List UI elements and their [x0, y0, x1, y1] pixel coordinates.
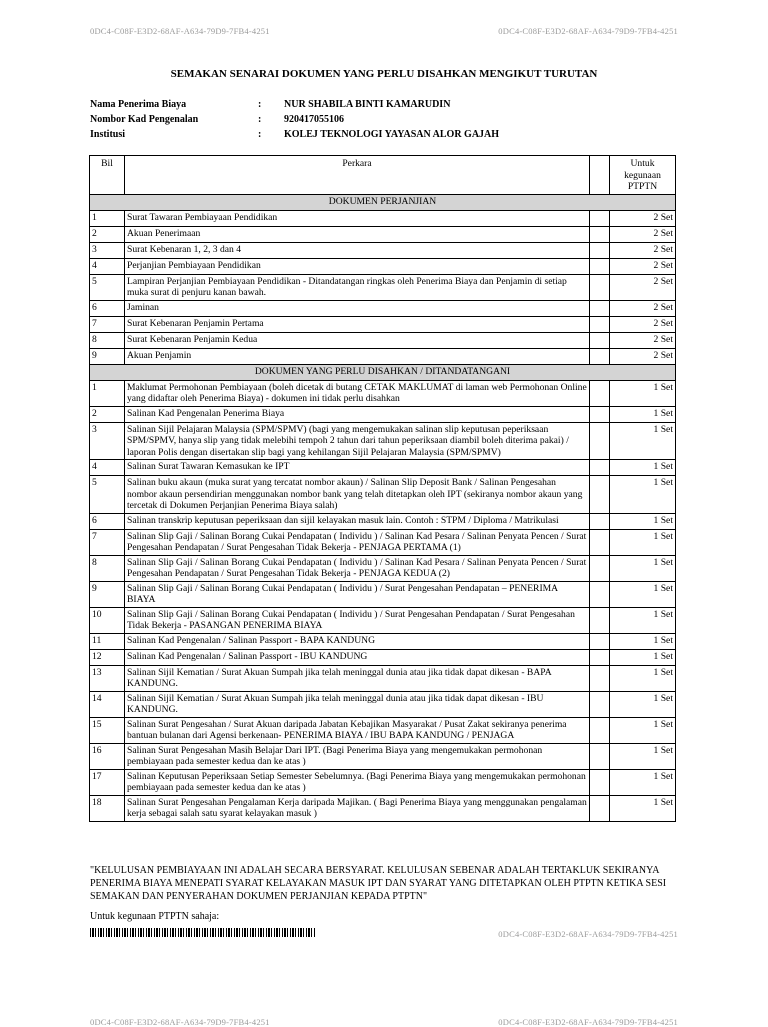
table-row [90, 607, 676, 633]
row-quantity: 1 Set [610, 665, 676, 691]
row-description: Salinan Surat Pengesahan Masih Belajar Dari IPT. (Bagi Penerima Biaya yang mengemukakan permohonan pembiayaan pada semester kedua dan ke atas ) [125, 743, 590, 769]
table-row [90, 555, 676, 581]
row-quantity: 1 Set [610, 649, 676, 665]
table-row [90, 406, 676, 422]
table-row [90, 226, 676, 242]
document-code-top-right: 0DC4-C08F-E3D2-68AF-A634-79D9-7FB4-4251 [498, 26, 678, 36]
document-code-top-left: 0DC4-C08F-E3D2-68AF-A634-79D9-7FB4-4251 [90, 26, 270, 36]
table-row [90, 380, 676, 406]
row-description: Salinan Slip Gaji / Salinan Borang Cukai Pendapatan ( Individu ) / Surat Pengesahan Pendapatan / Surat Pengesahan Tidak Bekerja - PASANGAN PENERIMA BIAYA [125, 607, 590, 633]
separator: : [258, 99, 262, 110]
row-number: 6 [90, 513, 125, 529]
document-code-barcode: 0DC4-C08F-E3D2-68AF-A634-79D9-7FB4-4251 [498, 929, 678, 939]
ptptn-use-label: Untuk kegunaan PTPTN sahaja: [90, 911, 220, 922]
row-blank-cell [590, 406, 610, 422]
row-number: 15 [90, 717, 125, 743]
row-description: Surat Kebenaran Penjamin Kedua [125, 332, 590, 348]
table-row [90, 210, 676, 226]
section-agreement-documents [90, 194, 676, 210]
ic-label: Nombor Kad Pengenalan [90, 114, 199, 125]
row-blank-cell [590, 769, 610, 795]
row-number: 7 [90, 529, 125, 555]
row-quantity: 1 Set [610, 717, 676, 743]
row-description: Surat Kebenaran 1, 2, 3 dan 4 [125, 242, 590, 258]
row-quantity: 1 Set [610, 691, 676, 717]
row-quantity: 1 Set [610, 422, 676, 460]
institution-row [90, 127, 678, 142]
header-untuk-kegunaan: Untuk kegunaan PTPTN [610, 156, 676, 195]
table-row [90, 529, 676, 555]
row-blank-cell [590, 380, 610, 406]
row-quantity: 2 Set [610, 258, 676, 274]
table-row [90, 348, 676, 364]
row-quantity: 1 Set [610, 555, 676, 581]
table-row [90, 581, 676, 607]
row-number: 1 [90, 380, 125, 406]
row-quantity: 1 Set [610, 581, 676, 607]
table-row [90, 476, 676, 514]
document-checklist-table [89, 155, 676, 822]
row-blank-cell [590, 242, 610, 258]
row-quantity: 1 Set [610, 769, 676, 795]
row-number: 4 [90, 460, 125, 476]
name-label: Nama Penerima Biaya [90, 99, 187, 110]
row-blank-cell [590, 274, 610, 300]
row-quantity: 2 Set [610, 348, 676, 364]
table-row [90, 274, 676, 300]
row-quantity: 2 Set [610, 300, 676, 316]
row-description: Perjanjian Pembiayaan Pendidikan [125, 258, 590, 274]
row-blank-cell [590, 258, 610, 274]
section-heading: DOKUMEN PERJANJIAN [90, 194, 676, 210]
row-number: 16 [90, 743, 125, 769]
row-quantity: 2 Set [610, 226, 676, 242]
table-row [90, 649, 676, 665]
row-description: Salinan Sijil Pelajaran Malaysia (SPM/SPMV) (bagi yang mengemukakan salinan slip keputusan peperiksaan SPM/SPMV, hanya slip yang tidak melebihi tempoh 2 tahun dari tahun peperiksaan diambil boleh diterima pakai) / laporan Polis dengan disertakan slip bagi yang kehilangan Sijil Pelajaran Malaysia (SPM/SPMV) [125, 422, 590, 460]
table-row [90, 665, 676, 691]
row-description: Surat Tawaran Pembiayaan Pendidikan [125, 210, 590, 226]
row-blank-cell [590, 633, 610, 649]
row-blank-cell [590, 226, 610, 242]
row-description: Salinan Surat Pengesahan / Surat Akuan daripada Jabatan Kebajikan Masyarakat / Pusat Zakat sekiranya penerima bantuan bulanan dari Agensi berkenaan- PENERIMA BIAYA / IBU BAPA KANDUNG / PENJAGA [125, 717, 590, 743]
document-code-bottom-left: 0DC4-C08F-E3D2-68AF-A634-79D9-7FB4-4251 [90, 1017, 270, 1027]
row-number: 2 [90, 406, 125, 422]
row-description: Salinan Kad Pengenalan / Salinan Passport - BAPA KANDUNG [125, 633, 590, 649]
row-number: 10 [90, 607, 125, 633]
row-blank-cell [590, 513, 610, 529]
row-blank-cell [590, 529, 610, 555]
row-blank-cell [590, 348, 610, 364]
row-description: Surat Kebenaran Penjamin Pertama [125, 316, 590, 332]
header-blank [590, 156, 610, 195]
row-number: 3 [90, 242, 125, 258]
row-number: 7 [90, 316, 125, 332]
document-code-bottom-right: 0DC4-C08F-E3D2-68AF-A634-79D9-7FB4-4251 [498, 1017, 678, 1027]
row-quantity: 1 Set [610, 406, 676, 422]
row-quantity: 2 Set [610, 332, 676, 348]
row-description: Salinan Slip Gaji / Salinan Borang Cukai Pendapatan ( Individu ) / Surat Pengesahan Pendapatan – PENERIMA BIAYA [125, 581, 590, 607]
row-description: Salinan buku akaun (muka surat yang tercatat nombor akaun) / Salinan Slip Deposit Bank / Salinan Pengesahan nombor akaun persendirian menggunakan nombor bank yang telah ditetapkan oleh IPT (sekiranya nombor akaun yang tercetak di Dokumen Perjanjian Penerima Biaya salah) [125, 476, 590, 514]
row-blank-cell [590, 691, 610, 717]
row-quantity: 1 Set [610, 795, 676, 821]
row-quantity: 2 Set [610, 274, 676, 300]
row-number: 13 [90, 665, 125, 691]
row-number: 5 [90, 476, 125, 514]
separator: : [258, 129, 262, 140]
row-description: Salinan Keputusan Peperiksaan Setiap Semester Sebelumnya. (Bagi Penerima Biaya yang mengemukakan permohonan pembiayaan pada semester kedua dan ke atas ) [125, 769, 590, 795]
row-description: Jaminan [125, 300, 590, 316]
row-description: Salinan Surat Pengesahan Pengalaman Kerja daripada Majikan. ( Bagi Penerima Biaya yang menggunakan pengalaman kerja sebagai salah satu syarat kelayakan masuk ) [125, 795, 590, 821]
row-number: 2 [90, 226, 125, 242]
row-blank-cell [590, 476, 610, 514]
row-blank-cell [590, 332, 610, 348]
table-row [90, 316, 676, 332]
table-row [90, 460, 676, 476]
row-number: 18 [90, 795, 125, 821]
section-heading: DOKUMEN YANG PERLU DISAHKAN / DITANDATANGANI [90, 364, 676, 380]
table-row [90, 769, 676, 795]
page-title: SEMAKAN SENARAI DOKUMEN YANG PERLU DISAHKAN MENGIKUT TURUTAN [170, 68, 598, 80]
conditional-approval-note: "KELULUSAN PEMBIAYAAN INI ADALAH SECARA BERSYARAT. KELULUSAN SEBENAR ADALAH TERTAKLUK SEKIRANYA PENERIMA BIAYA MENEPATI SYARAT KELAYAKAN MASUK IPT DAN SYARAT YANG DITETAPKAN OLEH PTPTN KETIKA SESI SEMAKAN DAN PENYERAHAN DOKUMEN PERJANJIAN KEPADA PTPTN" [90, 865, 667, 902]
row-blank-cell [590, 717, 610, 743]
row-description: Salinan transkrip keputusan peperiksaan dan sijil kelayakan masuk lain. Contoh : STPM / Diploma / Matrikulasi [125, 513, 590, 529]
table-row [90, 300, 676, 316]
table-row [90, 717, 676, 743]
row-blank-cell [590, 795, 610, 821]
header-bil: Bil [90, 156, 125, 195]
row-blank-cell [590, 422, 610, 460]
barcode [90, 928, 316, 937]
row-number: 4 [90, 258, 125, 274]
row-quantity: 2 Set [610, 316, 676, 332]
row-blank-cell [590, 607, 610, 633]
row-blank-cell [590, 316, 610, 332]
row-description: Salinan Sijil Kematian / Surat Akuan Sumpah jika telah meninggal dunia atau jika tidak dapat dikesan - BAPA KANDUNG. [125, 665, 590, 691]
row-blank-cell [590, 555, 610, 581]
ic-row [90, 112, 678, 127]
row-quantity: 2 Set [610, 242, 676, 258]
row-description: Salinan Kad Pengenalan / Salinan Passport - IBU KANDUNG [125, 649, 590, 665]
table-row [90, 258, 676, 274]
separator: : [258, 114, 262, 125]
row-number: 17 [90, 769, 125, 795]
row-blank-cell [590, 460, 610, 476]
table-row [90, 513, 676, 529]
row-description: Akuan Penjamin [125, 348, 590, 364]
institution-label: Institusi [90, 129, 126, 140]
table-row [90, 422, 676, 460]
recipient-info [90, 97, 678, 142]
row-quantity: 1 Set [610, 380, 676, 406]
table-row [90, 691, 676, 717]
row-description: Maklumat Permohonan Pembiayaan (boleh dicetak di butang CETAK MAKLUMAT di laman web Permohonan Online yang didaftar oleh Penerima Biaya) - dokumen ini tidak perlu disahkan [125, 380, 590, 406]
row-number: 6 [90, 300, 125, 316]
institution-value: KOLEJ TEKNOLOGI YAYASAN ALOR GAJAH [284, 129, 500, 140]
row-description: Lampiran Perjanjian Pembiayaan Pendidikan - Ditandatangan ringkas oleh Penerima Biaya dan Penjamin di setiap muka surat di penjuru kanan bawah. [125, 274, 590, 300]
name-row [90, 97, 678, 112]
row-quantity: 1 Set [610, 607, 676, 633]
row-number: 8 [90, 555, 125, 581]
row-blank-cell [590, 210, 610, 226]
row-blank-cell [590, 665, 610, 691]
row-blank-cell [590, 743, 610, 769]
row-blank-cell [590, 649, 610, 665]
row-number: 3 [90, 422, 125, 460]
table-row [90, 332, 676, 348]
table-row [90, 795, 676, 821]
row-quantity: 1 Set [610, 743, 676, 769]
row-description: Salinan Slip Gaji / Salinan Borang Cukai Pendapatan ( Individu ) / Salinan Kad Pesara / Salinan Penyata Pencen / Surat Pengesahan Pendapatan / Surat Pengesahan Tidak Bekerja - PENJAGA PERTAMA (1) [125, 529, 590, 555]
section-certified-documents [90, 364, 676, 380]
row-quantity: 1 Set [610, 633, 676, 649]
name-value: NUR SHABILA BINTI KAMARUDIN [284, 99, 451, 110]
row-description: Salinan Slip Gaji / Salinan Borang Cukai Pendapatan ( Individu ) / Salinan Kad Pesara / Salinan Penyata Pencen / Surat Pengesahan Pendapatan / Surat Pengesahan Tidak Bekerja - PENJAGA KEDUA (2) [125, 555, 590, 581]
row-blank-cell [590, 581, 610, 607]
row-number: 12 [90, 649, 125, 665]
table-row [90, 743, 676, 769]
row-quantity: 2 Set [610, 210, 676, 226]
row-number: 8 [90, 332, 125, 348]
table-row [90, 242, 676, 258]
row-quantity: 1 Set [610, 460, 676, 476]
header-perkara: Perkara [125, 156, 590, 195]
row-number: 9 [90, 581, 125, 607]
row-description: Akuan Penerimaan [125, 226, 590, 242]
row-number: 1 [90, 210, 125, 226]
ic-value: 920417055106 [284, 114, 344, 125]
row-quantity: 1 Set [610, 476, 676, 514]
row-number: 9 [90, 348, 125, 364]
row-description: Salinan Sijil Kematian / Surat Akuan Sumpah jika telah meninggal dunia atau jika tidak dapat dikesan - IBU KANDUNG. [125, 691, 590, 717]
row-number: 14 [90, 691, 125, 717]
row-number: 11 [90, 633, 125, 649]
row-number: 5 [90, 274, 125, 300]
row-description: Salinan Kad Pengenalan Penerima Biaya [125, 406, 590, 422]
row-quantity: 1 Set [610, 513, 676, 529]
row-blank-cell [590, 300, 610, 316]
row-description: Salinan Surat Tawaran Kemasukan ke IPT [125, 460, 590, 476]
table-row [90, 633, 676, 649]
table-header-row [90, 156, 676, 195]
row-quantity: 1 Set [610, 529, 676, 555]
